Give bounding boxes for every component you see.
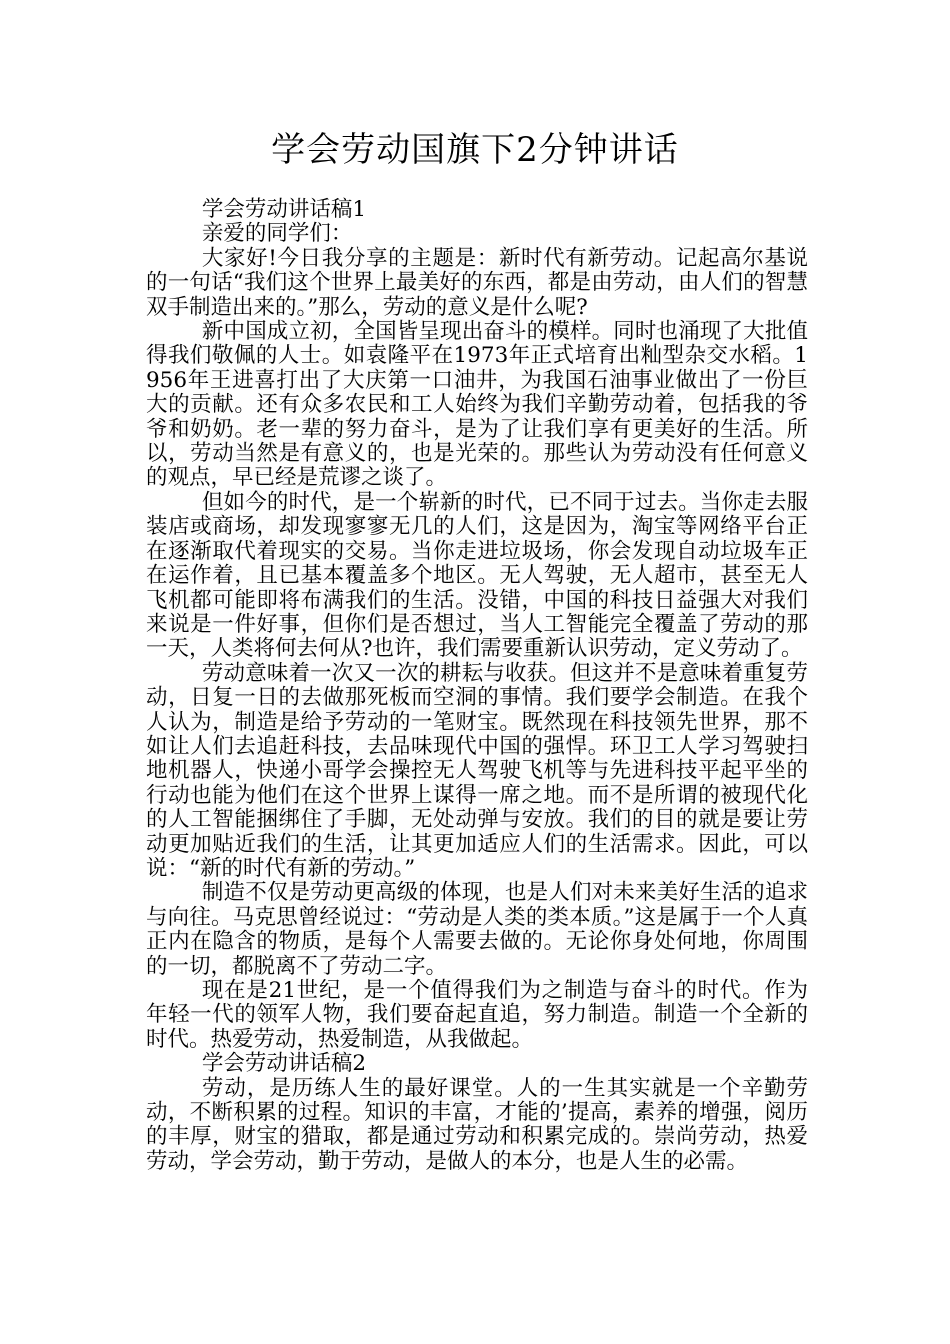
paragraph: 现在是21世纪，是一个值得我们为之制造与奋斗的时代。作为年轻一代的领军人物，我们要奋起直追，努力制造。制造一个全新的时代。热爱劳动，热爱制造，从我做起。 — [146, 978, 808, 1052]
paragraph: 大家好!今日我分享的主题是：新时代有新劳动。记起高尔基说的一句话“我们这个世界上最美好的东西，都是由劳动，由人们的智慧双手制造出来的。”那么，劳动的意义是什么呢? — [146, 245, 808, 320]
salutation: 亲爱的同学们： — [201, 221, 353, 247]
paragraph: 但如今的时代，是一个崭新的时代，已不同于过去。当你走去服装店或商场，却发现寥寥无几的人们，这是因为，淘宝等网络平台正在逐渐取代着现实的交易。当你走进垃圾场，你会发现自动垃圾车正在运作着，且已基本覆盖多个地区。无人驾驶，无人超市，甚至无人飞机都可能即将布满我们的生活。没错，中国的科技日益强大对我们来说是一件好事，但你们是否想过，当人工智能完全覆盖了劳动的那一天，人类将何去何从?也许，我们需要重新认识劳动，定义劳动了。 — [146, 489, 808, 662]
paragraph: 制造不仅是劳动更高级的体现，也是人们对未来美好生活的追求与向往。马克思曾经说过：“劳动是人类的类本质。”这是属于一个人真正内在隐含的物质，是每个人需要去做的。无论你身处何地，你周围的一切，都脱离不了劳动二字。 — [146, 880, 808, 979]
paragraph: 劳动，是历练人生的最好课堂。人的一生其实就是一个辛勤劳动，不断积累的过程。知识的丰富，才能的’提高，素养的增强，阅历的丰厚，财宝的猎取，都是通过劳动和积累完成的。崇尚劳动，热爱劳动，学会劳动，勤于劳动，是做人的本分，也是人生的必需。 — [146, 1075, 808, 1174]
paragraph: 劳动意味着一次又一次的耕耘与收获。但这并不是意味着重复劳动，日复一日的去做那死板而空洞的事情。我们要学会制造。在我个人认为，制造是给予劳动的一笔财宝。既然现在科技领先世界，那不如让人们去追赶科技，去品味现代中国的强悍。环卫工人学习驾驶扫地机器人，快递小哥学会操控无人驾驶飞机等与先进科技平起平坐的行动也能为他们在这个世界上谋得一席之地。而不是所谓的被现代化的人工智能捆绑住了手脚，无处动弹与安放。我们的目的就是要让劳动更加贴近我们的生活，让其更加适应人们的生活需求。因此，可以说：“新的时代有新的劳动。” — [146, 660, 808, 881]
speech-heading-1: 学会劳动讲话稿1 — [201, 197, 367, 222]
paragraph: 新中国成立初，全国皆呈现出奋斗的模样。同时也涌现了大批值得我们敬佩的人士。如袁隆平在1973年正式培育出籼型杂交水稻。1956年王进喜打出了大庆第一口油井，为我国石油事业做出了一份巨大的贡献。还有众多农民和工人始终为我们辛勤劳动着，包括我的爷爷和奶奶。老一辈的努力奋斗，是为了让我们享有更美好的生活。所以，劳动当然是有意义的，也是光荣的。那些认为劳动没有任何意义的观点，早已经是荒谬之谈了。 — [146, 319, 808, 491]
document-title: 学会劳动国旗下2分钟讲话 — [271, 130, 679, 170]
speech-heading-2: 学会劳动讲话稿2 — [201, 1051, 367, 1077]
document-body — [146, 198, 808, 1174]
